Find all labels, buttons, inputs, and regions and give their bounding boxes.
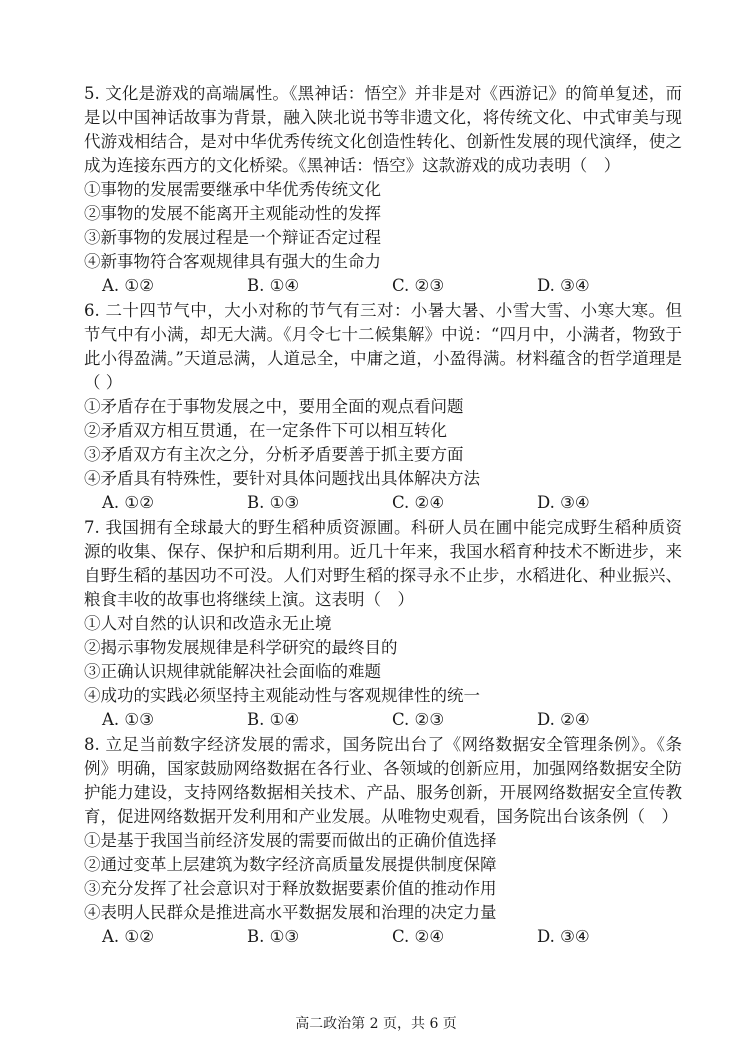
statement: ④矛盾具有特殊性，要针对具体问题找出具体解决方法 [84, 469, 480, 488]
answer-options [84, 708, 682, 732]
option-c: C. ②④ [392, 493, 445, 512]
statement: ②通过变革上层建筑为数字经济高质量发展提供制度保障 [84, 855, 497, 874]
question-5 [84, 82, 682, 298]
statement: ③矛盾双方有主次之分，分析矛盾要善于抓主要方面 [84, 445, 464, 464]
statement: ②矛盾双方相互贯通，在一定条件下可以相互转化 [84, 421, 447, 440]
option-a: A. ①③ [102, 710, 154, 729]
option-d: D. ③④ [537, 927, 590, 946]
option-c: C. ②③ [392, 710, 445, 729]
option-a: A. ①② [102, 493, 154, 512]
question-8 [84, 733, 682, 949]
statement: ③充分发挥了社会意识对于释放数据要素价值的推动作用 [84, 879, 497, 898]
question-list [84, 82, 682, 950]
statement: ①矛盾存在于事物发展之中，要用全面的观点看问题 [84, 397, 464, 416]
statement: ②事物的发展不能离开主观能动性的发挥 [84, 204, 381, 223]
statement: ②揭示事物发展规律是科学研究的最终目的 [84, 638, 398, 657]
option-b: B. ①④ [247, 710, 300, 729]
page-footer: 高二政治第 2 页，共 6 页 [295, 1016, 457, 1032]
option-d: D. ②④ [537, 710, 590, 729]
option-b: B. ①③ [247, 493, 300, 512]
question-stem: 8. 立足当前数字经济发展的需求，国务院出台了《网络数据安全管理条例》。《条例》明确，国家鼓励网络数据在各行业、各领域的创新应用，加强网络数据安全防护能力建设，支持网络数据相关技术、产品、服务创新，开展网络数据安全宣传教育，促进网络数据开发利用和产业发展。从唯物史观看，国务院出台该条例（ ） [84, 735, 682, 826]
statement: ④表明人民群众是推进高水平数据发展和治理的决定力量 [84, 903, 497, 922]
option-d: D. ③④ [537, 276, 590, 295]
question-stem: 7. 我国拥有全球最大的野生稻种质资源圃。科研人员在圃中能完成野生稻种质资源的收集、保存、保护和后期利用。近几十年来，我国水稻育种技术不断进步，来自野生稻的基因功不可没。人们对野生稻的探寻永不止步，水稻进化、种业振兴、粮食丰收的故事也将继续上演。这表明（ ） [84, 518, 682, 609]
option-a: A. ①② [102, 276, 154, 295]
statement: ③新事物的发展过程是一个辩证否定过程 [84, 228, 381, 247]
answer-options [84, 274, 682, 298]
question-stem: 5. 文化是游戏的高端属性。《黑神话：悟空》并非是对《西游记》的简单复述，而是以中国神话故事为背景，融入陕北说书等非遗文化，将传统文化、中式审美与现代游戏相结合，是对中华优秀传统文化创造性转化、创新性发展的现代演绎，使之成为连接东西方的文化桥梁。《黑神话：悟空》这款游戏的成功表明（ ） [84, 84, 682, 175]
answer-options [84, 925, 682, 949]
option-c: C. ②④ [392, 927, 445, 946]
option-a: A. ①② [102, 927, 154, 946]
statement: ①人对自然的认识和改造永无止境 [84, 614, 332, 633]
statement: ④新事物符合客观规律具有强大的生命力 [84, 252, 381, 271]
question-7 [84, 516, 682, 732]
statement: ④成功的实践必须坚持主观能动性与客观规律性的统一 [84, 686, 480, 705]
statement: ①事物的发展需要继承中华优秀传统文化 [84, 180, 381, 199]
option-c: C. ②③ [392, 276, 445, 295]
statement: ①是基于我国当前经济发展的需要而做出的正确价值选择 [84, 831, 497, 850]
option-b: B. ①③ [247, 927, 300, 946]
option-b: B. ①④ [247, 276, 300, 295]
statement: ③正确认识规律就能解决社会面临的难题 [84, 662, 381, 681]
answer-options [84, 491, 682, 515]
question-stem: 6. 二十四节气中，大小对称的节气有三对：小暑大暑、小雪大雪、小寒大寒。但节气中有小满，却无大满。《月令七十二候集解》中说：“四月中，小满者，物致于此小得盈满。”天道忌满，人道忌全，中庸之道，小盈得满。材料蕴含的哲学道理是（ ） [84, 301, 682, 392]
question-6 [84, 299, 682, 515]
option-d: D. ③④ [537, 493, 590, 512]
